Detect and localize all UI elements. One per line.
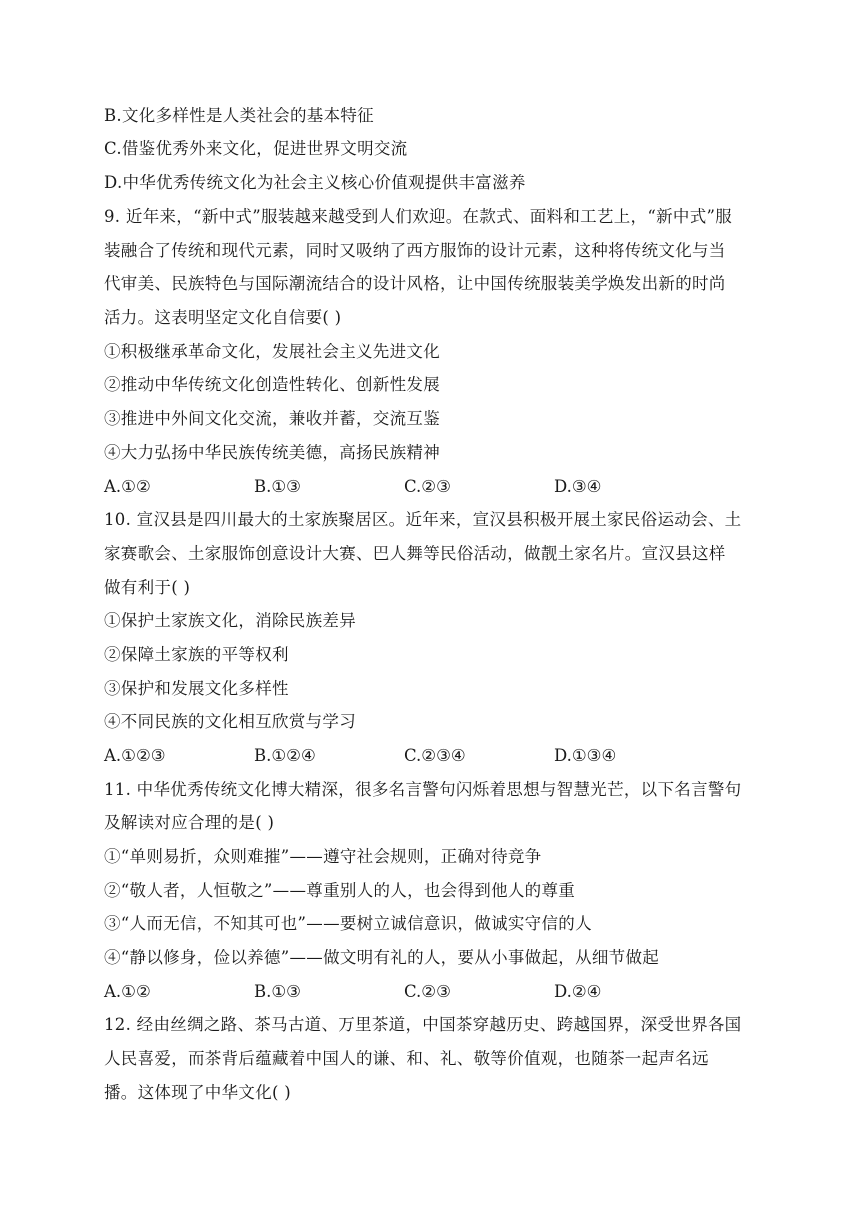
q11-stem-line-2: 及解读对应合理的是( )	[104, 813, 275, 832]
q11-choice-a[interactable]: A.①②	[104, 982, 151, 1001]
prev-option-d: D.中华优秀传统文化为社会主义核心价值观提供丰富滋养	[104, 173, 526, 192]
q9-choice-d[interactable]: D.③④	[554, 477, 602, 496]
q11-choice-c[interactable]: C.②③	[404, 982, 451, 1001]
q11-choice-b[interactable]: B.①③	[254, 982, 301, 1001]
prev-option-c: C.借鉴优秀外来文化，促进世界文明交流	[104, 139, 408, 158]
q9-choice-a[interactable]: A.①②	[104, 477, 151, 496]
q11-item-2: ②“敬人者，人恒敬之”——尊重别人的人，也会得到他人的尊重	[104, 881, 576, 900]
q11-item-1: ①“单则易折，众则难摧”——遵守社会规则，正确对待竞争	[104, 847, 542, 866]
q11-choices	[104, 980, 764, 1004]
q11-choice-d[interactable]: D.②④	[554, 982, 602, 1001]
q10-item-1: ①保护土家族文化，消除民族差异	[104, 611, 356, 630]
q9-item-1: ①积极继承革命文化，发展社会主义先进文化	[104, 342, 440, 361]
q10-choice-d[interactable]: D.①③④	[554, 746, 617, 765]
q9-choices	[104, 475, 764, 499]
q10-choice-c[interactable]: C.②③④	[404, 746, 466, 765]
q10-choices	[104, 744, 764, 768]
q11-item-4: ④“静以修身，俭以养德”——做文明有礼的人，要从小事做起，从细节做起	[104, 948, 660, 967]
q9-choice-b[interactable]: B.①③	[254, 477, 301, 496]
q12-stem-line-2: 人民喜爱，而茶背后蕴藏着中国人的谦、和、礼、敬等价值观，也随茶一起声名远	[104, 1049, 709, 1068]
q11-stem-line-1: 11. 中华优秀传统文化博大精深，很多名言警句闪烁着思想与智慧光芒，以下名言警句	[104, 780, 742, 799]
q9-stem-line-2: 装融合了传统和现代元素，同时又吸纳了西方服饰的设计元素，这种将传统文化与当	[104, 241, 726, 260]
q9-stem-line-3: 代审美、民族特色与国际潮流结合的设计风格，让中国传统服装美学焕发出新的时尚	[104, 274, 726, 293]
q9-item-3: ③推进中外间文化交流，兼收并蓄，交流互鉴	[104, 409, 440, 428]
prev-option-b: B.文化多样性是人类社会的基本特征	[104, 106, 374, 125]
q12-stem-line-1: 12. 经由丝绸之路、茶马古道、万里茶道，中国茶穿越历史、跨越国界，深受世界各国	[104, 1015, 742, 1034]
q11-item-3: ③“人而无信，不知其可也”——要树立诚信意识，做诚实守信的人	[104, 914, 592, 933]
q9-stem-line-1: 9. 近年来，“新中式”服装越来越受到人们欢迎。在款式、面料和工艺上，“新中式”服	[104, 207, 733, 226]
q12-stem-line-3: 播。这体现了中华文化( )	[104, 1083, 292, 1102]
q10-stem-line-3: 做有利于( )	[104, 578, 191, 597]
q10-item-2: ②保障土家族的平等权利	[104, 645, 289, 664]
q9-stem-line-4: 活力。这表明坚定文化自信要( )	[104, 308, 342, 327]
q9-item-4: ④大力弘扬中华民族传统美德，高扬民族精神	[104, 443, 440, 462]
q9-item-2: ②推动中华传统文化创造性转化、创新性发展	[104, 375, 440, 394]
q10-choice-a[interactable]: A.①②③	[104, 746, 166, 765]
q10-stem-line-2: 家赛歌会、土家服饰创意设计大赛、巴人舞等民俗活动，做靓土家名片。宣汉县这样	[104, 544, 726, 563]
q10-item-4: ④不同民族的文化相互欣赏与学习	[104, 712, 356, 731]
q10-stem-line-1: 10. 宣汉县是四川最大的土家族聚居区。近年来，宣汉县积极开展土家民俗运动会、土	[104, 510, 742, 529]
q9-choice-c[interactable]: C.②③	[404, 477, 451, 496]
q10-choice-b[interactable]: B.①②④	[254, 746, 316, 765]
q10-item-3: ③保护和发展文化多样性	[104, 679, 289, 698]
